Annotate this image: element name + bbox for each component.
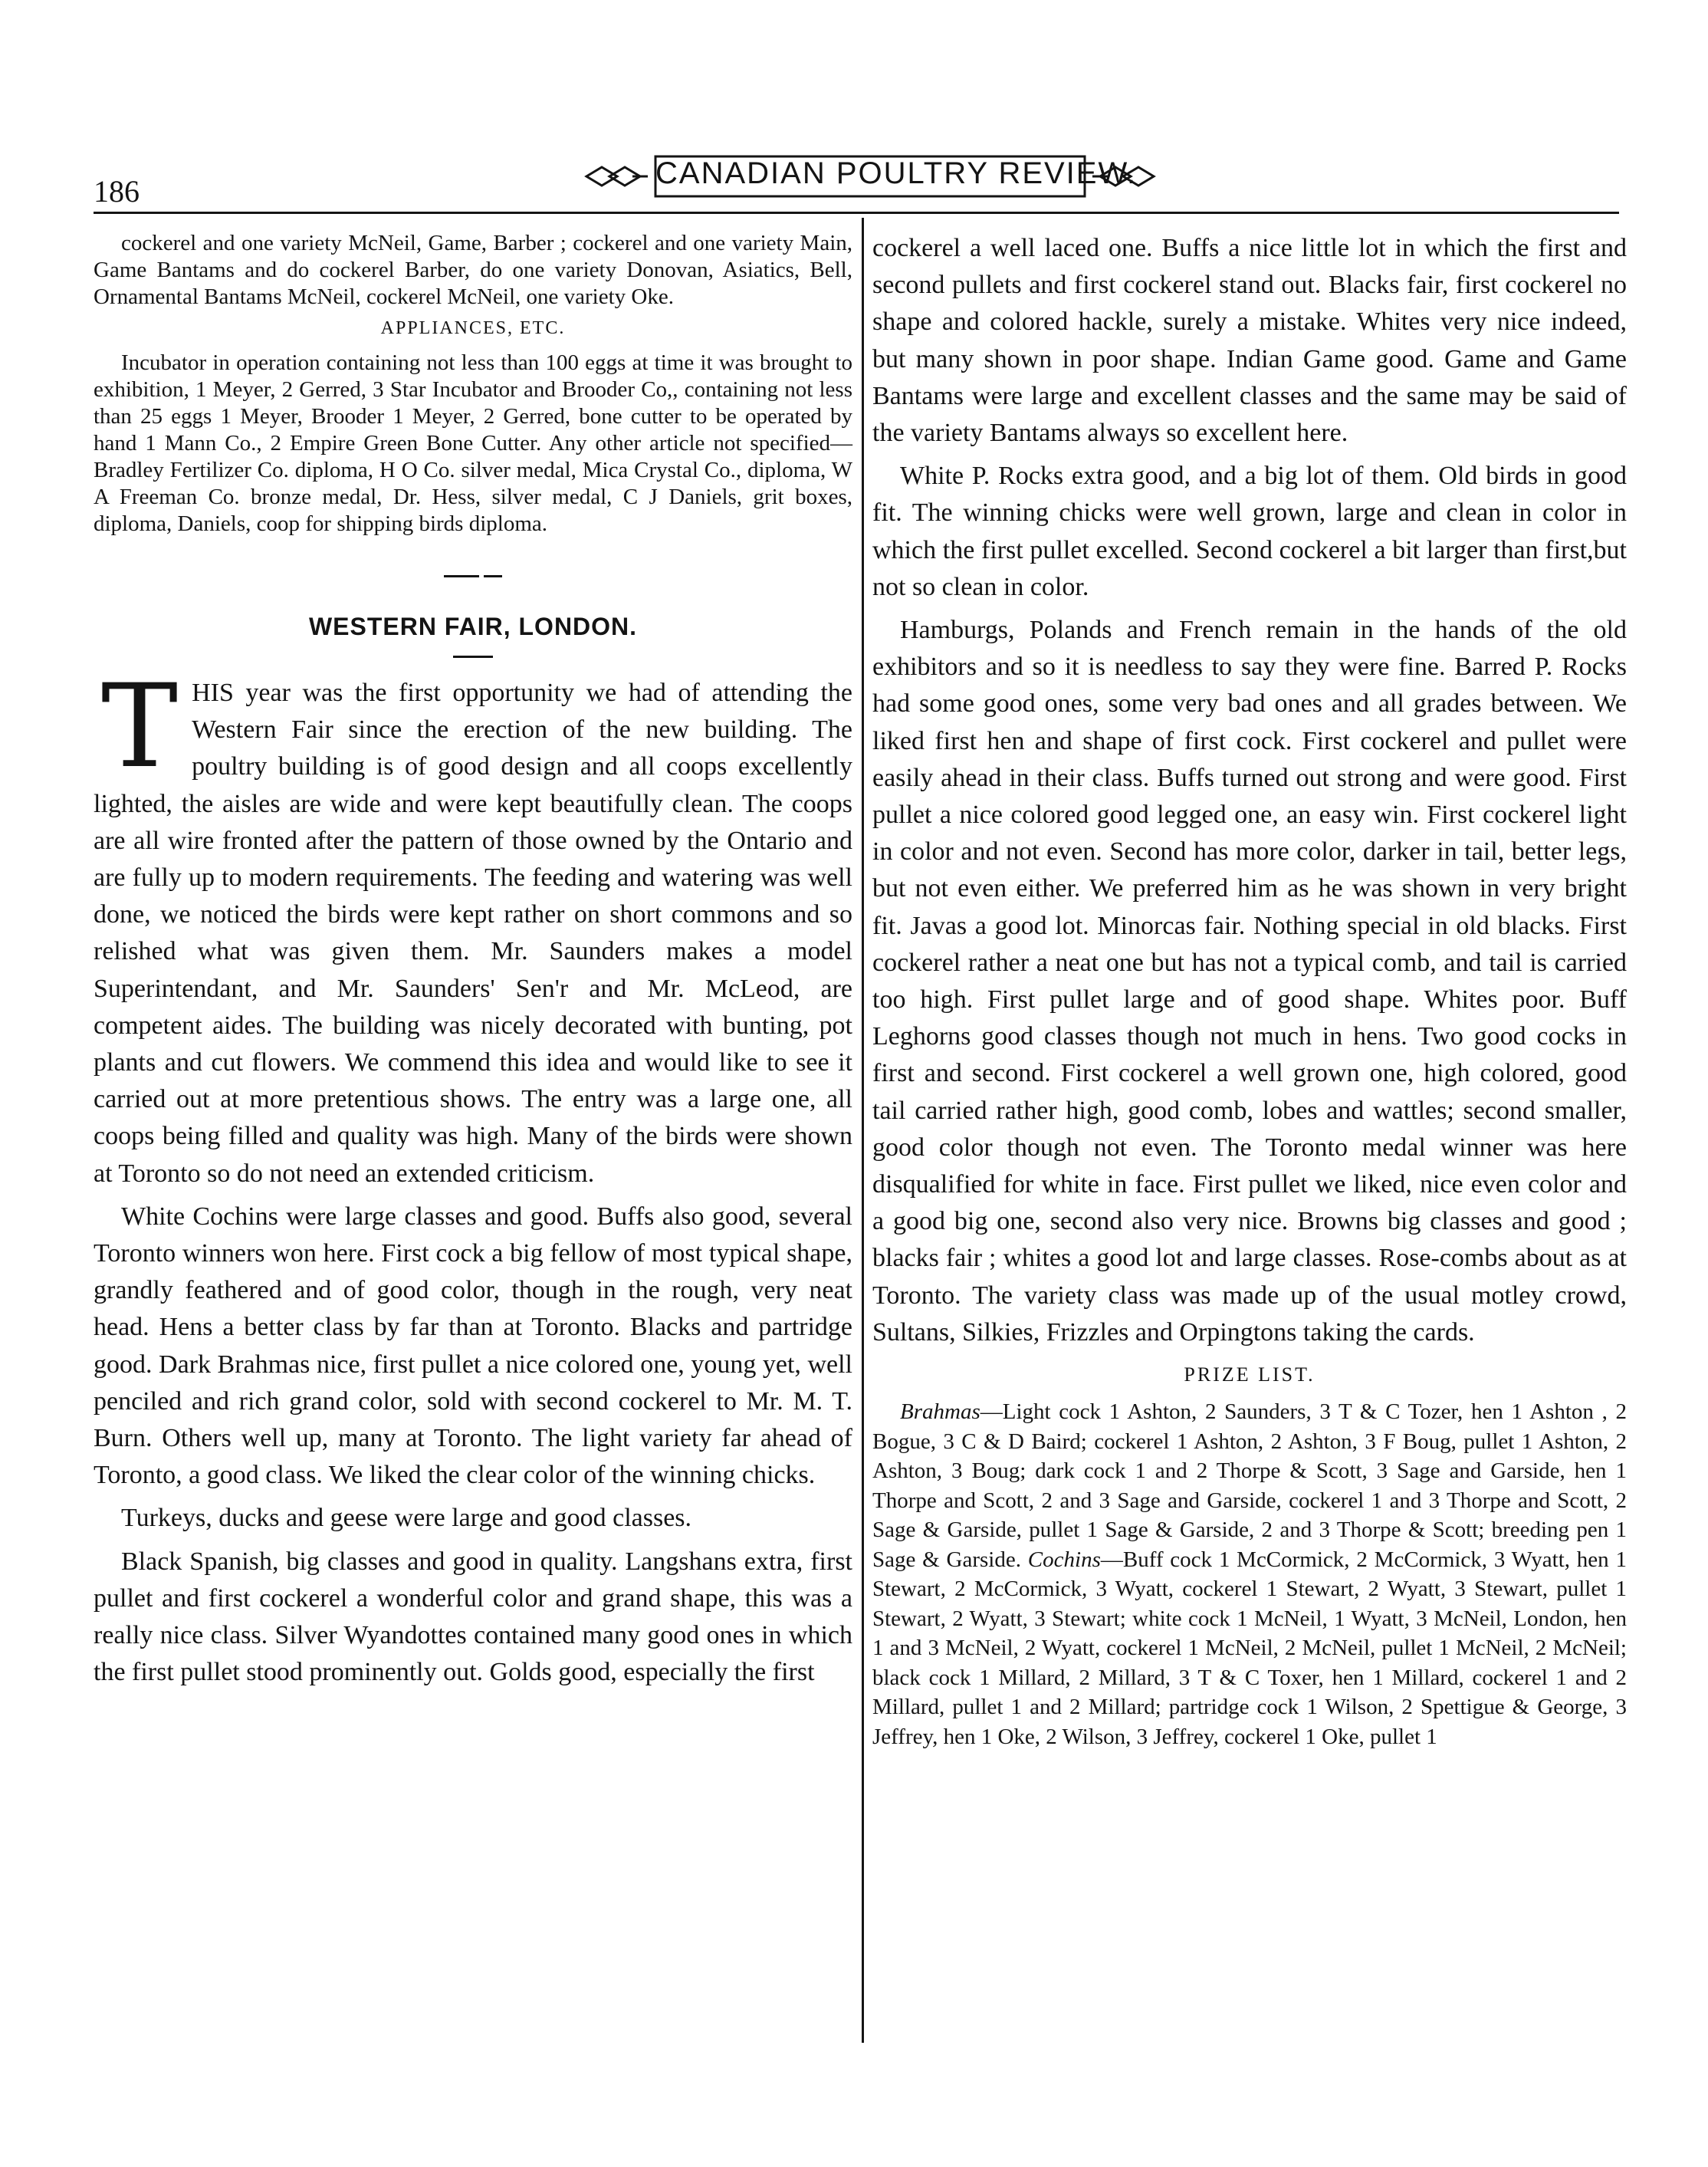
prize-entries-brahmas: —Light cock 1 Ashton, 2 Saunders, 3 T & C Tozer, hen 1 Ashton , 2 Bogue, 3 C & D Baird; cockerel 1 Ashton, 2 Ashton, 3 F Boug, pullet 1 Ashton, 2 Ashton, 3 Boug; dark cock 1 and 2 Thorpe & Scott, 3 Sage and Garside, hen 1 Thorpe and Scott, 2 and 3 Sage and Garside, cockerel 1 and 3 Thorpe and Scott, 2 Sage & Garside, pullet 1 Sage & Garside, 2 and 3 Thorpe & Scott; breeding pen 1 Sage & Garside. [872,1399,1627,1572]
article-paragraph: Hamburgs, Polands and French remain in the hands of the old exhibitors and so it is needless to say they were fine. Barred P. Rocks had some good ones, some very bad ones and all grades between. We liked first hen and shape of first cock. First cockerel and pullet were easily ahead in their class. Buffs turned out strong and were good. First pullet a nice colored good legged one, an easy win. First cockerel light in color and not even. Second has more color, darker in tail, better legs, but not even either. We preferred him as he was shown in very bright fit. Javas a good lot. Minorcas fair. Nothing special in old blacks. First cockerel rather a neat one but has not a typical comb, and tail is carried too high. First pullet large and of good shape. Whites poor. Buff Leghorns good classes though not much in hens. Two good cocks in first and second. First cockerel a well grown one, high colored, good tail carried rather high, good comb, lobes and wattles; second smaller, good color though not even. The Toronto medal winner was here disqualified for white in face. First pullet we liked, nice even color and a good big one, second also very nice. Browns big classes and good ; blacks fair ; whites a good lot and large classes. Rose-combs about as at Toronto. The variety class was made up of the usual motley crowd, Sultans, Silkies, Frizzles and Orpingtons taking the cards. [872,616,1627,1347]
masthead [579,146,1161,207]
masthead-title: CANADIAN POULTRY REVIEW. [655,156,1138,190]
prize-category-brahmas: Brahmas [900,1399,980,1425]
prize-list-text [872,1397,1627,1751]
left-column [94,230,852,1697]
article-title: WESTERN FAIR, LONDON. [308,613,638,640]
intro-text: cockerel and one variety McNeil, Game, Barber ; cockerel and one variety Main, Game Bantams and do cockerel Barber, do one variety Donovan, Asiatics, Bell, Ornamental Bantams McNeil, cockerel McNeil, one variety Oke. [94,231,852,309]
article-paragraph [94,660,852,1192]
article-paragraph: White Cochins were large classes and good. Buffs also good, several Toronto winners won here. First cock a big fellow of most typical shape, grandly feathered and of good color, though in the rough, very neat head. Hens a better class by far than at Toronto. Blacks and partridge good. Dark Brahmas nice, first pullet a nice colored one, young yet, well penciled and rich grand color, sold with second cockerel to Mr. M. T. Burn. Others well up, many at Toronto. The light variety far ahead of Toronto, a good class. We liked the clear color of the winning chicks. [94,1202,852,1490]
drop-cap: T [101,660,179,794]
article-paragraph: Black Spanish, big classes and good in quality. Langshans extra, first pullet and first cockerel a wonderful color and grand shape, this was a really nice class. Silver Wyandottes contained many good ones in which the first pullet stood prominently out. Golds good, especially the first [94,1547,852,1687]
appliances-heading: APPLIANCES, ETC. [380,318,566,338]
prize-entries-cochins: —Buff cock 1 McCormick, 2 McCormick, 3 Wyatt, hen 1 Stewart, 2 McCormick, 3 Wyatt, cockerel 1 Stewart, 2 Wyatt, 3 Stewart, pullet 1 Stewart, 2 Wyatt, 3 Stewart; white cock 1 McNeil, 1 Wyatt, 3 McNeil, London, hen 1 and 3 McNeil, 2 Wyatt, cockerel 1 McNeil, 2 McNeil, pullet 1 McNeil, 2 McNeil; black cock 1 Millard, 2 Millard, 3 T & C Toxer, hen 1 Millard, cockerel 1 and 2 Millard, pullet 1 and 2 Millard; partridge cock 1 Wilson, 2 Spettigue & George, 3 Jeffrey, hen 1 Oke, 2 Wilson, 3 Jeffrey, cockerel 1 Oke, pullet 1 [872,1547,1627,1749]
article-paragraph-text: HIS year was the first opportunity we had of attending the Western Fair since the erection of the new building. The poultry building is of good design and all coops excellently lighted, the aisles are wide and were kept beautifully clean. The coops are all wire fronted after the pattern of those owned by the Ontario and are fully up to modern requirements. The feeding and watering was well done, we noticed the birds were kept rather on short commons and so relished what was given them. Mr. Saunders makes a model Superintendant, and Mr. Saunders' Sen'r and Mr. McLeod, are competent aides. The building was nicely decorated with bunting, pot plants and cut flowers. We commend this idea and would like to see it carried out at more pretentious shows. The entry was a large one, all coops being filled and quality was high. Many of the birds were shown at Toronto so do not need an extended criticism. [94,679,852,1188]
article-paragraph: cockerel a well laced one. Buffs a nice little lot in which the first and second pullets and first cockerel stand out. Blacks fair, first cockerel no shape and colored hackle, surely a mistake. Whites very nice indeed, but many shown in poor shape. Indian Game good. Game and Game Bantams were large and excellent classes and the same may be said of the variety Bantams always so excellent here. [872,234,1627,448]
article-paragraph: White P. Rocks extra good, and a big lot of them. Old birds in good fit. The winning chicks were well grown, large and clean in color in which the first pullet excelled. Second cockerel a bit larger than first,but not so clean in color. [872,462,1627,601]
title-rule [94,649,852,664]
section-divider [94,568,852,584]
header-rule [94,212,1619,214]
prize-category-cochins: Cochins [1027,1547,1101,1572]
prize-list-heading: PRIZE LIST. [1184,1363,1315,1386]
column-rule [862,218,864,2043]
appliances-text: Incubator in operation containing not less than 100 eggs at time it was brought to exhibition, 1 Meyer, 2 Gerred, 3 Star Incubator and Brooder Co,, containing not less than 25 eggs 1 Meyer, Brooder 1 Meyer, 2 Gerred, bone cutter to be operated by hand 1 Mann Co., 2 Empire Green Bone Cutter. Any other article not specified—Bradley Fertilizer Co. diploma, H O Co. silver medal, Mica Crystal Co., diploma, W A Freeman Co. bronze medal, Dr. Hess, silver medal, C J Daniels, grit boxes, diploma, Daniels, coop for shipping birds diploma. [94,350,852,536]
page-number: 186 [94,174,140,209]
right-column [872,230,1627,1751]
article-paragraph: Turkeys, ducks and geese were large and good classes. [121,1504,692,1533]
